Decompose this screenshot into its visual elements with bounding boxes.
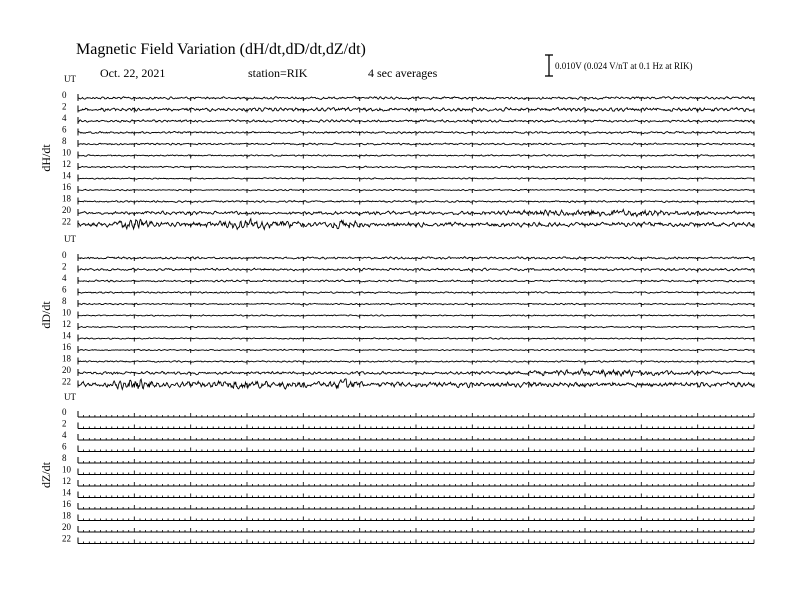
hour-label-10: 10: [62, 307, 71, 318]
trace-ticks-6: [78, 448, 754, 452]
trace-ticks-10: [78, 471, 754, 475]
hour-label-6: 6: [62, 284, 67, 295]
panel-dH-dt: [39, 74, 754, 229]
hour-label-4: 4: [62, 113, 67, 123]
hour-label-22: 22: [62, 216, 71, 227]
hour-label-20: 20: [62, 522, 71, 532]
hour-label-0: 0: [62, 90, 67, 100]
hour-label-20: 20: [62, 205, 71, 215]
hour-label-2: 2: [62, 101, 67, 112]
hour-label-8: 8: [62, 296, 67, 306]
hour-label-22: 22: [62, 533, 71, 544]
panel-ylabel: dZ/dt: [39, 462, 53, 488]
chart-title: Magnetic Field Variation (dH/dt,dD/dt,dZ/dt): [76, 41, 366, 58]
trace-ticks-14: [78, 494, 754, 498]
hour-label-14: 14: [62, 170, 71, 181]
ut-label: UT: [64, 392, 76, 402]
panel-dZ-dt: [39, 392, 754, 544]
hour-label-16: 16: [62, 499, 71, 509]
hour-label-14: 14: [62, 487, 71, 498]
trace-ticks-8: [78, 459, 754, 463]
hour-label-10: 10: [62, 147, 71, 158]
hour-label-4: 4: [62, 430, 67, 440]
hour-label-8: 8: [62, 136, 67, 146]
hour-label-2: 2: [62, 418, 67, 429]
scale-label: 0.010V (0.024 V/nT at 0.1 Hz at RIK): [555, 61, 693, 71]
hour-label-16: 16: [62, 182, 71, 192]
trace-ticks-16: [78, 505, 754, 509]
hour-label-4: 4: [62, 273, 67, 283]
hour-label-6: 6: [62, 441, 67, 452]
trace-ticks-22: [78, 540, 754, 544]
panel-dD-dt: [39, 234, 754, 389]
panel-ylabel: dH/dt: [39, 144, 53, 172]
trace-ticks-20: [78, 528, 754, 532]
hour-label-10: 10: [62, 464, 71, 475]
trace-ticks-18: [78, 517, 754, 521]
date-label: Oct. 22, 2021: [100, 66, 166, 80]
trace-ticks-2: [78, 425, 754, 429]
hour-label-18: 18: [62, 510, 71, 521]
hour-label-0: 0: [62, 250, 67, 260]
scale-bar: [545, 55, 693, 76]
panel-ylabel: dD/dt: [39, 301, 53, 329]
hour-label-18: 18: [62, 193, 71, 204]
trace-ticks-4: [78, 436, 754, 440]
hour-label-8: 8: [62, 453, 67, 463]
trace-ticks-0: [78, 413, 754, 417]
hour-label-12: 12: [62, 476, 71, 486]
hour-label-18: 18: [62, 353, 71, 364]
station-label: station=RIK: [248, 66, 308, 80]
hour-label-14: 14: [62, 330, 71, 341]
hour-label-12: 12: [62, 319, 71, 329]
averaging-label: 4 sec averages: [368, 66, 438, 80]
hour-label-22: 22: [62, 376, 71, 387]
hour-label-0: 0: [62, 407, 67, 417]
hour-label-20: 20: [62, 365, 71, 375]
hour-label-16: 16: [62, 342, 71, 352]
ut-label: UT: [64, 234, 76, 244]
ut-label: UT: [64, 74, 76, 84]
trace-ticks-12: [78, 482, 754, 486]
hour-label-6: 6: [62, 124, 67, 135]
hour-label-12: 12: [62, 159, 71, 169]
hour-label-2: 2: [62, 261, 67, 272]
